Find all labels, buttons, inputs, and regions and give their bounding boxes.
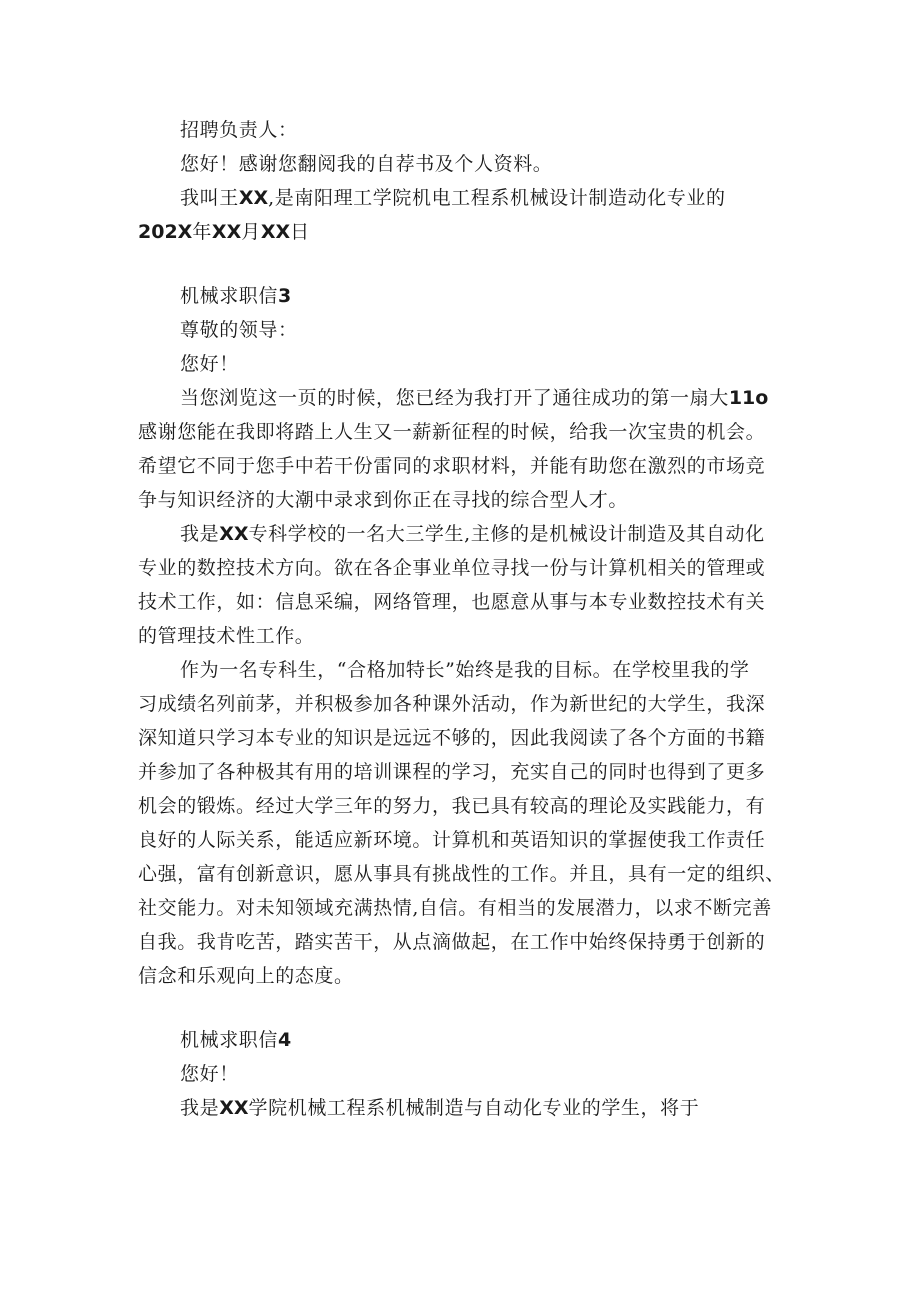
intro-bold: XX xyxy=(219,1097,249,1119)
paragraph-line xyxy=(138,381,786,415)
date-day-unit: 日 xyxy=(290,221,310,243)
paragraph-tail: 11o xyxy=(728,387,769,409)
date-line xyxy=(138,215,786,249)
paragraph-text: 当您浏览这一页的时候，您已经为我打开了通往成功的第一扇大 xyxy=(180,387,729,409)
paragraph-line: 希望它不同于您手中若干份雷同的求职材料，并能有助您在激烈的市场竞 xyxy=(138,455,766,477)
paragraph-line: 技术工作，如：信息采编，网络管理，也愿意从事与本专业数控技术有关 xyxy=(138,591,766,613)
paragraph-line: 作为一名专科生，“合格加特长”始终是我的目标。在学校里我的学 xyxy=(180,659,750,681)
section-title-number: 3 xyxy=(278,285,292,307)
paragraph-line: 自我。我肯吃苦，踏实苦干，从点滴做起，在工作中始终保持勇于创新的 xyxy=(138,931,766,953)
greeting: 您好！ xyxy=(180,353,239,375)
paragraph-line: 深知道只学习本专业的知识是远远不够的，因此我阅读了各个方面的书籍 xyxy=(138,727,766,749)
intro-line xyxy=(138,1091,786,1125)
date-year-unit: 年 xyxy=(192,221,212,243)
date-day: XX xyxy=(260,221,291,243)
paragraph-line xyxy=(138,517,786,551)
paragraph-text: 专科学校的一名大三学生,主修的是机械设计制造及其自动化 xyxy=(248,523,765,545)
greeting: 您好！ xyxy=(180,1063,239,1085)
paragraph-line: 良好的人际关系，能适应新环境。计算机和英语知识的掌握使我工作责任 xyxy=(138,829,766,851)
paragraph-line: 社交能力。对未知领域充满热情,自信。有相当的发展潜力，以求不断完善 xyxy=(138,897,772,919)
document-body xyxy=(138,113,786,1125)
section-title-3 xyxy=(138,279,786,313)
section-title-text: 机械求职信 xyxy=(180,1029,279,1051)
intro-name: XX xyxy=(238,187,269,209)
paragraph-bold: XX xyxy=(219,523,249,545)
intro-pre: 我叫王 xyxy=(180,187,239,209)
intro-post: ,是南阳理工学院机电工程系机械设计制造动化专业的 xyxy=(268,187,726,209)
date-month-unit: 月 xyxy=(241,221,261,243)
paragraph-line: 感谢您能在我即将踏上人生又一薪新征程的时候，给我一次宝贵的机会。 xyxy=(138,421,766,443)
paragraph-line: 信念和乐观向上的态度。 xyxy=(138,965,354,987)
greeting: 您好！感谢您翻阅我的自荐书及个人资料。 xyxy=(180,153,553,175)
section-gap xyxy=(138,993,786,1023)
intro-post: 学院机械工程系机械制造与自动化专业的学生，将于 xyxy=(248,1097,700,1119)
paragraph-line: 专业的数控技术方向。欲在各企事业单位寻找一份与计算机相关的管理或 xyxy=(138,557,766,579)
salutation: 尊敬的领导： xyxy=(180,319,298,341)
paragraph-line: 心强，富有创新意识，愿从事具有挑战性的工作。并且，具有一定的组织、 xyxy=(138,863,785,885)
date-year: 202X xyxy=(138,221,193,243)
intro-line xyxy=(138,181,786,215)
paragraph-line: 并参加了各种极其有用的培训课程的学习，充实自己的同时也得到了更多 xyxy=(138,761,766,783)
paragraph-line: 的管理技术性工作。 xyxy=(138,625,315,647)
section-title-4 xyxy=(138,1023,786,1057)
section-title-number: 4 xyxy=(278,1029,292,1051)
paragraph-line: 机会的锻炼。经过大学三年的努力，我已具有较高的理论及实践能力，有 xyxy=(138,795,766,817)
paragraph-text: 我是 xyxy=(180,523,220,545)
paragraph-line: 习成绩名列前茅，并积极参加各种课外活动，作为新世纪的大学生，我深 xyxy=(138,693,766,715)
intro-pre: 我是 xyxy=(180,1097,220,1119)
section-gap xyxy=(138,249,786,279)
salutation: 招聘负责人： xyxy=(180,119,298,141)
paragraph-line: 争与知识经济的大潮中录求到你正在寻找的综合型人才。 xyxy=(138,489,629,511)
date-month: XX xyxy=(211,221,242,243)
section-title-text: 机械求职信 xyxy=(180,285,279,307)
